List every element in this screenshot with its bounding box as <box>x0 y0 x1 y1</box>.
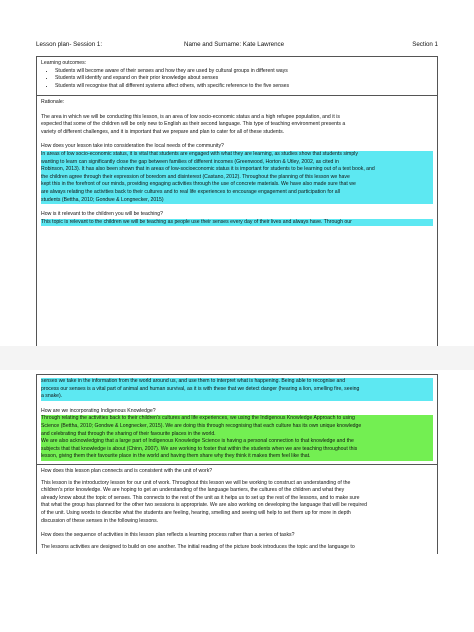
unit-connection-cell <box>37 465 437 554</box>
rationale-line: expected that some of the children will be only new to English as their second language. This type of teaching environment presents a <box>41 121 346 128</box>
answer-line: The lessons activities are designed to build on one another. The initial reading of the picture book introduces the topic and the language to <box>41 543 355 550</box>
lesson-plan-label: Lesson plan- Session 1: <box>36 41 103 48</box>
answer-line: This lesson is the introductory lesson for our unit of work. Throughout this lesson we will be working to construct an understanding of the <box>41 479 351 486</box>
outcomes-list <box>41 68 433 91</box>
answer-indigenous-knowledge <box>41 415 433 461</box>
answer-line: already know about the topic of senses. This connects to the rest of the unit as it helps us to set up the rest of the lessons, and to make sure <box>41 494 360 501</box>
answer-line: We are also acknowledging that a large part of Indigenous Knowledge Science is having a personal connection to that knowledge and the <box>41 438 354 445</box>
answer-line: Through relating the activities back to their children's cultures and life experiences, we using the Indigenous Knowledge Approach to using <box>41 415 355 422</box>
answer-line: a snake). <box>41 393 63 400</box>
answer-line: students (Bettha, 2010; Gondwe & Longnecker, 2015) <box>41 196 164 203</box>
question-indigenous-knowledge: How are we incorporating Indigenous Knowledge? <box>41 407 156 414</box>
outcomes-title: Learning outcomes: <box>41 60 87 66</box>
answer-line: subjects that that knowledge is about (Chinn, 2007). We are working to foster that within the students when we are teaching throughout this <box>41 445 358 452</box>
relevance-continued-cell <box>37 375 437 465</box>
answer-community-needs <box>41 151 433 204</box>
page-header <box>36 41 438 51</box>
author-name: Name and Surname: Kate Lawrence <box>184 41 285 48</box>
lesson-plan-table-continued <box>36 374 438 554</box>
answer-line: Science (Bettha, 2010; Gondwe & Longnecker, 2015). We are doing this through recognising that each culture has its own unique knowledge <box>41 422 362 429</box>
answer-relevance-line: This topic is relevant to the children we will be teaching as people use their senses every day of their lives and always have. Through our <box>41 219 433 227</box>
rationale-title: Rationale: <box>41 99 65 105</box>
question-community-needs: How does your lesson take into consideration the local needs of the community? <box>41 143 224 150</box>
section-label: Section 1 <box>412 41 438 48</box>
answer-line: that what the group has planned for the other two sessions is appropriate. We are also working on developing the language that will be required <box>41 502 367 509</box>
answer-line: lesson, giving them their favourite place in the world and having them share why they think it makes them feel like that. <box>41 453 311 460</box>
answer-line: of the unit. Using words to describe what the students are feeling, hearing, smelling and seeing will help to set them up for more in depth <box>41 509 351 516</box>
answer-line: and celebrating that through the sharing of their favourite places in the world. <box>41 430 216 437</box>
outcome-item: • Students will recognise that all different systems affect others, with specific reference to the five senses <box>55 83 433 91</box>
answer-line: process our senses is a vital part of animal and human survival, as it is with these that we detect danger (hearing a lion, smelling fire, seeing <box>41 385 360 392</box>
answer-line: kept this in the forefront of our minds, providing engaging activities through the use of concrete materials. We have also made sure that we <box>41 181 356 188</box>
question-unit-connection: How does this lesson plan connects and is consistent with the unit of work? <box>41 467 213 474</box>
answer-line: Robinson, 2013). It has also been shown that in areas of low-socioeconomic status it is important for students to be learning out of a text book, and <box>41 166 375 173</box>
rationale-line: The area in which we will be conducting this lesson, is an area of low socio-economic status and a high refugee population, and it is <box>41 113 340 120</box>
learning-outcomes-cell <box>37 57 437 96</box>
answer-line: the children agree through their expression of boredom and disinterest (Castano, 2012). Throughout the planning of this lesson we have <box>41 173 350 180</box>
outcome-item: • Students will identify and expand on their prior knowledge about senses <box>55 75 433 83</box>
outcome-item: • Students will become aware of their senses and how they are used by cultural groups in different ways <box>55 68 433 76</box>
rationale-cell <box>37 96 437 350</box>
answer-line: children's prior knowledge. We are hoping to get an understanding of the language barriers, the cultures of the children and what they <box>41 487 345 494</box>
answer-line: In areas of low socio-economic status, it is vital that students are engaged with what they are learning, as studies show that students simply <box>41 150 358 157</box>
question-activity-sequence: How does the sequence of activities in this lesson plan reflects a learning process rather than a series of tasks? <box>41 532 295 539</box>
lesson-plan-table <box>36 56 438 351</box>
answer-line: senses we take in the information from the world around us, and use them to interpret what is happening. Being able to recognise and <box>41 378 346 384</box>
page-gap <box>0 346 474 370</box>
document-page-2 <box>0 370 474 632</box>
answer-relevance-continued <box>41 378 433 401</box>
answer-line: discussion of these senses in the following lessons. <box>41 517 159 524</box>
question-relevance: How is it relevant to the children you will be teaching? <box>41 211 164 218</box>
answer-line: wanting to learn can significantly close the gap between families of different incomes (Greenwood, Horton & Utley, 2002, as cited in <box>41 158 339 165</box>
rationale-line: variety of different challenges, and it is important that we prepare and plan to cater for all of these students. <box>41 128 285 135</box>
answer-line: are always relating the activities back to their cultures and to real life experiences to encourage engagement and participation for all <box>41 188 340 195</box>
